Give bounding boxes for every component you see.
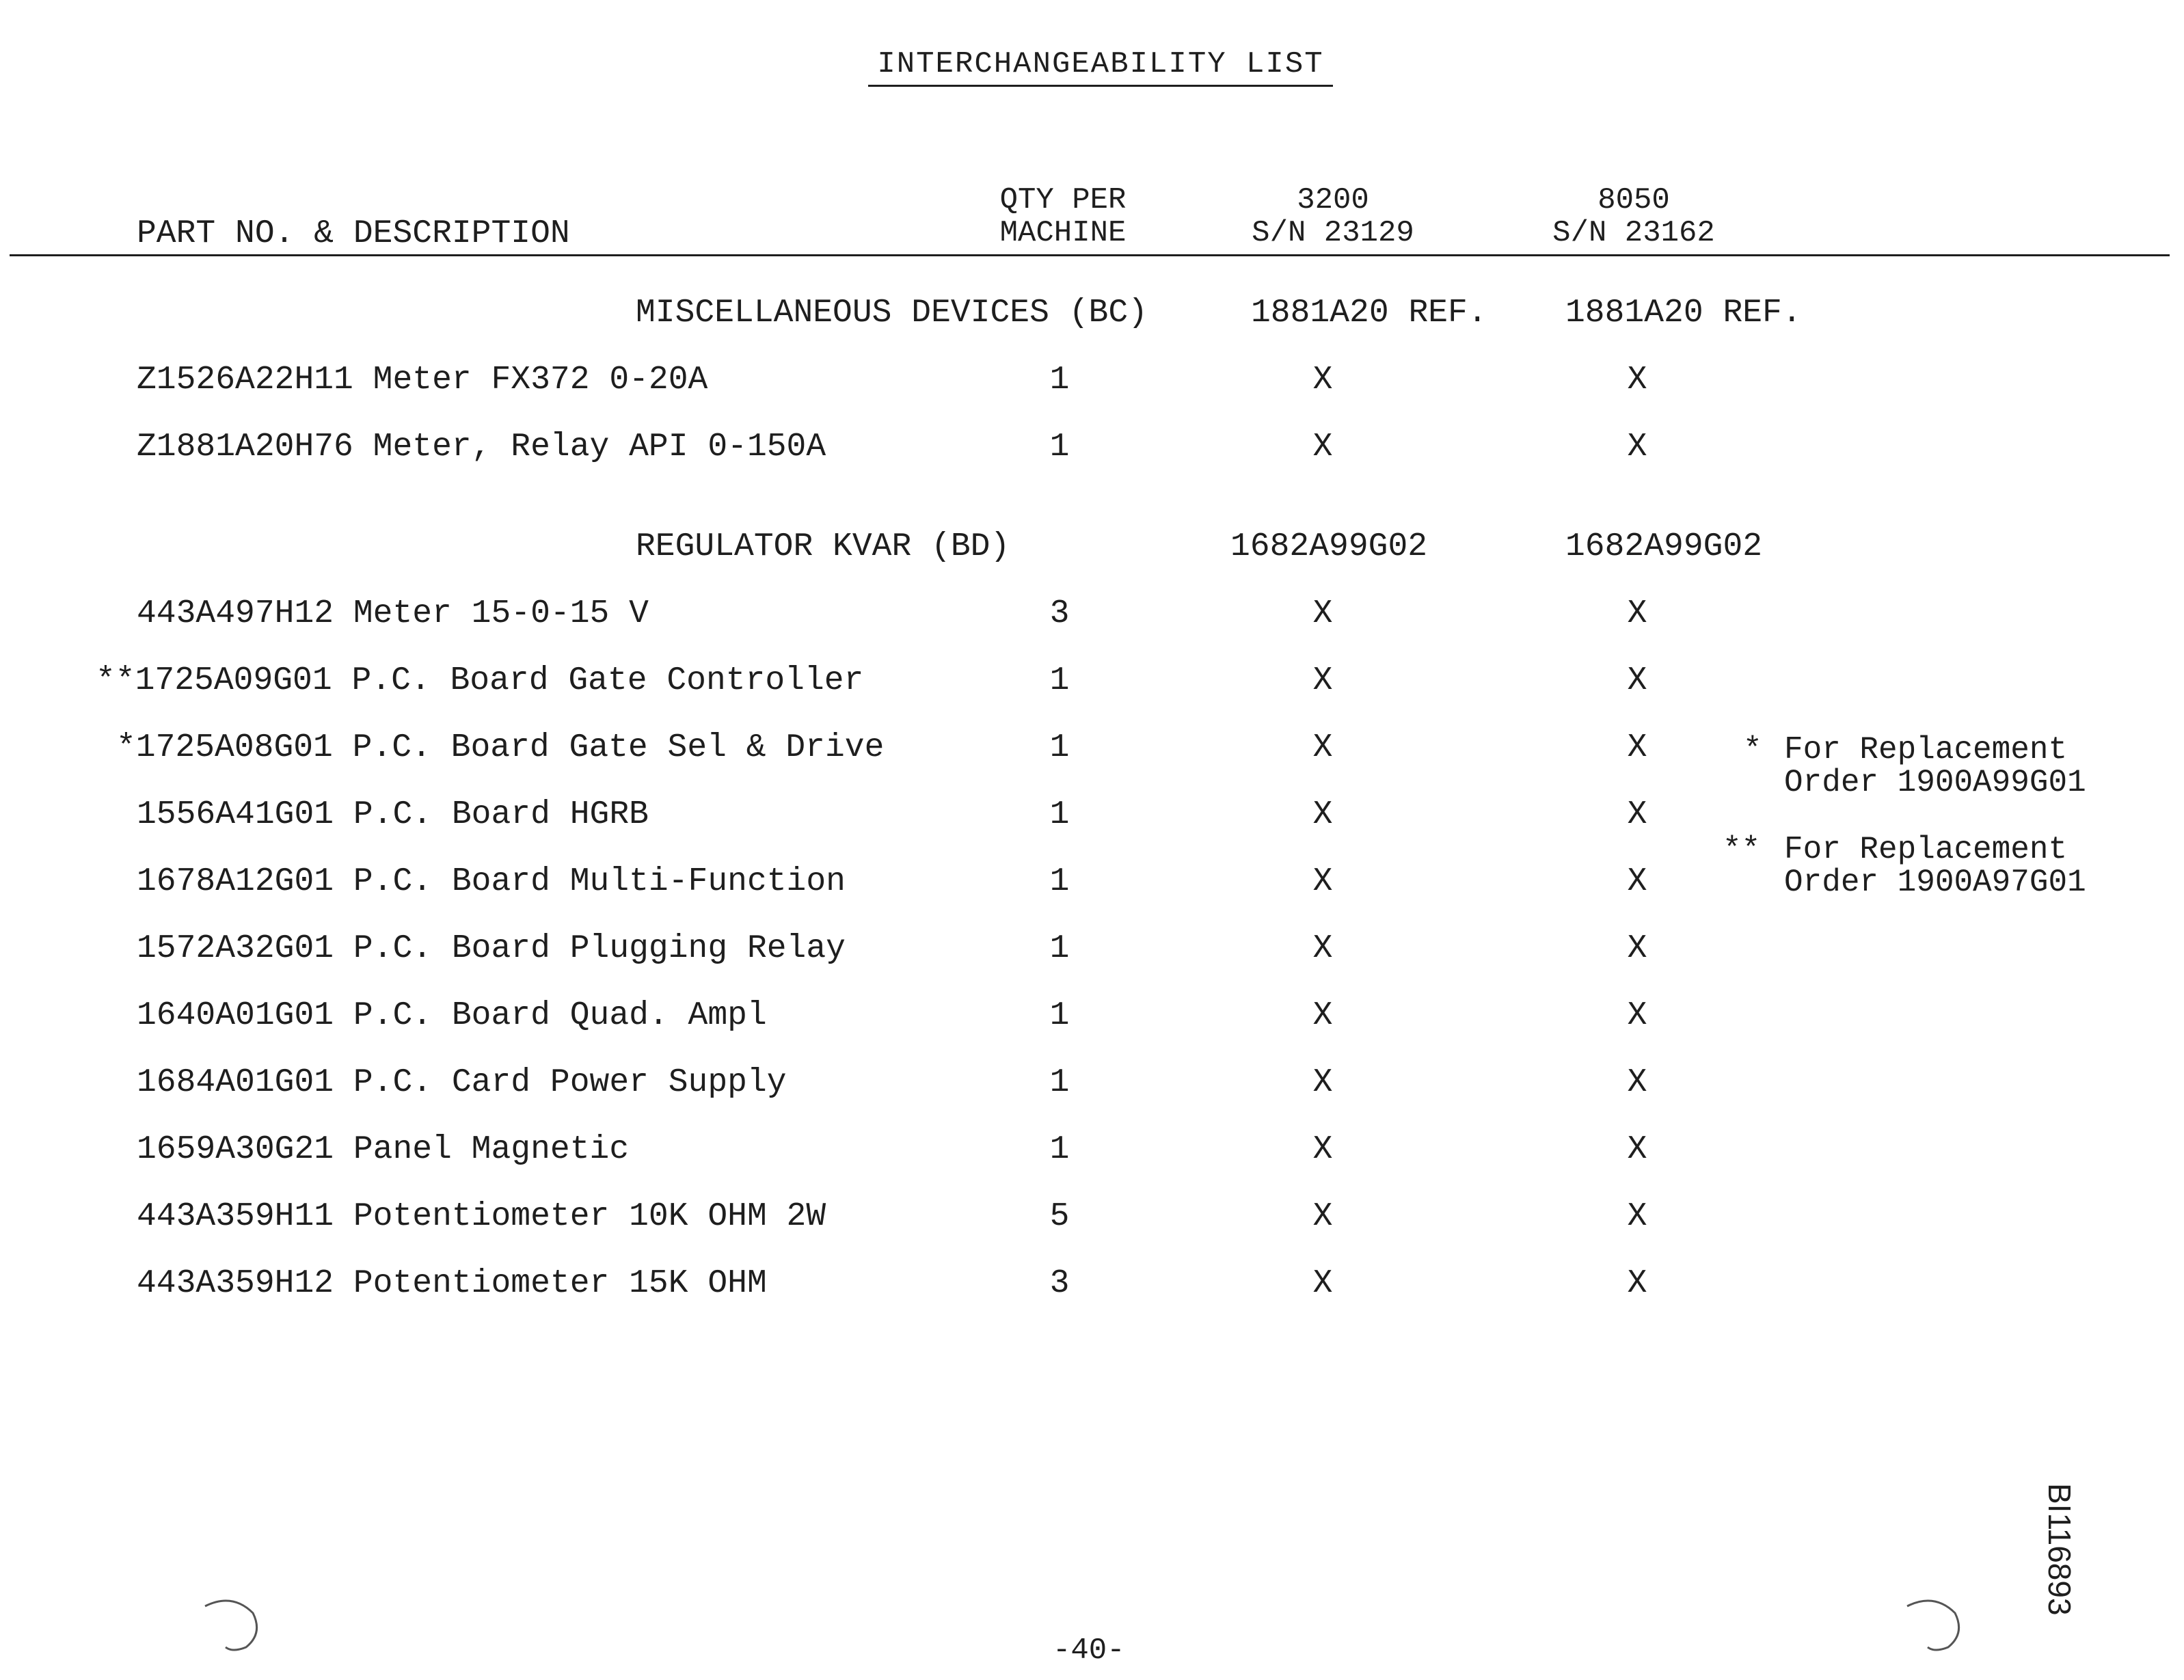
col1-mark: X — [1312, 662, 1333, 699]
col2-mark: X — [1627, 595, 1647, 632]
note-double-asterisk-line2: Order 1900A97G01 — [1784, 865, 2086, 900]
header-qty-line1: QTY PER — [999, 183, 1127, 217]
part-description: 1572A32G01 P.C. Board Plugging Relay — [137, 930, 846, 967]
table-row — [0, 1267, 2184, 1308]
qty-value: 3 — [1049, 595, 1070, 632]
qty-value: 1 — [1049, 429, 1070, 465]
col1-mark: X — [1312, 1198, 1333, 1235]
part-description: **1725A09G01 P.C. Board Gate Controller — [96, 662, 864, 699]
table-row — [0, 932, 2184, 973]
document-id-stamp: BI116893 — [2042, 1483, 2077, 1616]
col2-mark: X — [1627, 1265, 1647, 1302]
qty-value: 5 — [1049, 1198, 1070, 1235]
table-row — [0, 431, 2184, 472]
part-description: 1659A30G21 Panel Magnetic — [137, 1131, 630, 1168]
header-qty-line2: MACHINE — [999, 216, 1127, 250]
section-name: REGULATOR KVAR (BD) — [636, 528, 1010, 565]
table-row — [0, 999, 2184, 1040]
col2-mark: X — [1627, 863, 1647, 900]
col2-mark: X — [1627, 1131, 1647, 1168]
header-col1-line2: S/N 23129 — [1252, 216, 1414, 250]
col1-mark: X — [1312, 429, 1333, 465]
note-single-asterisk-mark: * — [1743, 732, 1762, 768]
table-row — [0, 1200, 2184, 1241]
part-description: 1556A41G01 P.C. Board HGRB — [137, 796, 649, 833]
document-title: INTERCHANGEABILITY LIST — [868, 48, 1333, 87]
note-double-asterisk-mark: ** — [1723, 832, 1761, 867]
table-row — [0, 364, 2184, 405]
page-number: -40- — [1053, 1634, 1125, 1668]
col1-mark: X — [1312, 1064, 1333, 1101]
part-description: Z1526A22H11 Meter FX372 0-20A — [137, 362, 708, 398]
section-ref-col2: 1682A99G02 — [1565, 528, 1763, 565]
col1-mark: X — [1312, 863, 1333, 900]
qty-value: 1 — [1049, 1131, 1070, 1168]
part-description: *1725A08G01 P.C. Board Gate Sel & Drive — [116, 729, 885, 766]
col1-mark: X — [1312, 796, 1333, 833]
part-description: 443A359H12 Potentiometer 15K OHM — [137, 1265, 767, 1302]
col2-mark: X — [1627, 729, 1647, 766]
qty-value: 1 — [1049, 729, 1070, 766]
header-part-description: PART NO. & DESCRIPTION — [137, 215, 570, 252]
col2-mark: X — [1627, 796, 1647, 833]
punch-hole-mark-left — [198, 1593, 273, 1654]
qty-value: 3 — [1049, 1265, 1070, 1302]
note-double-asterisk-line1: For Replacement — [1784, 832, 2068, 867]
part-description: 1684A01G01 P.C. Card Power Supply — [137, 1064, 787, 1101]
table-row — [0, 1133, 2184, 1174]
col1-mark: X — [1312, 1131, 1333, 1168]
col1-mark: X — [1312, 997, 1333, 1034]
table-row — [0, 1066, 2184, 1107]
col2-mark: X — [1627, 429, 1647, 465]
qty-value: 1 — [1049, 997, 1070, 1034]
punch-hole-mark-right — [1900, 1593, 1976, 1654]
part-description: Z1881A20H76 Meter, Relay API 0-150A — [137, 429, 826, 465]
col2-mark: X — [1627, 930, 1647, 967]
header-rule — [10, 254, 2170, 256]
qty-value: 1 — [1049, 362, 1070, 398]
col1-mark: X — [1312, 1265, 1333, 1302]
table-row — [0, 597, 2184, 638]
section-header-misc-devices — [0, 297, 2184, 338]
section-name: MISCELLANEOUS DEVICES (BC) — [636, 295, 1148, 331]
header-col1-line1: 3200 — [1297, 183, 1369, 217]
part-description: 443A497H12 Meter 15-0-15 V — [137, 595, 649, 632]
col1-mark: X — [1312, 930, 1333, 967]
qty-value: 1 — [1049, 796, 1070, 833]
col2-mark: X — [1627, 1198, 1647, 1235]
qty-value: 1 — [1049, 930, 1070, 967]
note-single-asterisk-line1: For Replacement — [1784, 732, 2068, 768]
col1-mark: X — [1312, 362, 1333, 398]
qty-value: 1 — [1049, 662, 1070, 699]
section-header-regulator-kvar — [0, 530, 2184, 571]
header-col2-line2: S/N 23162 — [1552, 216, 1715, 250]
col2-mark: X — [1627, 362, 1647, 398]
col2-mark: X — [1627, 662, 1647, 699]
section-ref-col2: 1881A20 REF. — [1565, 295, 1802, 331]
table-row — [0, 664, 2184, 705]
part-description: 443A359H11 Potentiometer 10K OHM 2W — [137, 1198, 826, 1235]
col1-mark: X — [1312, 595, 1333, 632]
col2-mark: X — [1627, 1064, 1647, 1101]
col1-mark: X — [1312, 729, 1333, 766]
note-single-asterisk-line2: Order 1900A99G01 — [1784, 765, 2086, 800]
part-description: 1678A12G01 P.C. Board Multi-Function — [137, 863, 846, 900]
section-ref-col1: 1682A99G02 — [1230, 528, 1428, 565]
header-col2-line1: 8050 — [1597, 183, 1670, 217]
qty-value: 1 — [1049, 863, 1070, 900]
section-ref-col1: 1881A20 REF. — [1251, 295, 1487, 331]
col2-mark: X — [1627, 997, 1647, 1034]
qty-value: 1 — [1049, 1064, 1070, 1101]
part-description: 1640A01G01 P.C. Board Quad. Ampl — [137, 997, 767, 1034]
